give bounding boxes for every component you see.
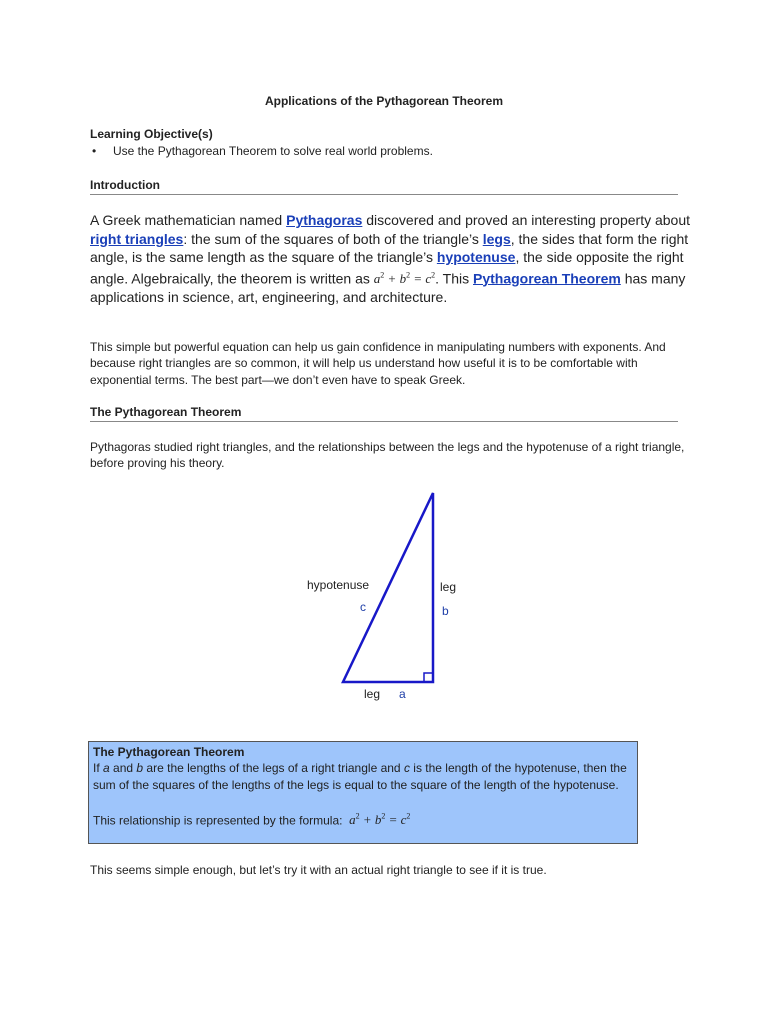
link-legs[interactable]: legs: [482, 230, 511, 247]
vertical-leg-variable: b: [442, 604, 449, 618]
horizontal-leg-label: leg: [364, 687, 381, 701]
objective-text: Use the Pythagorean Theorem to solve real world problems.: [113, 144, 433, 158]
theorem-section-paragraph: Pythagoras studied right triangles, and the relationships between the legs and the hypotenuse of a right triangle, before proving his theory.: [90, 440, 685, 471]
right-triangle-diagram: [300, 485, 470, 710]
intro-text: . This: [435, 269, 473, 286]
intro-text: discovered and proved an interesting property about: [362, 212, 691, 228]
intro-text: A Greek mathematician named: [90, 212, 287, 228]
theorem-callout-box: [88, 741, 638, 844]
intro-paragraph: [90, 211, 690, 307]
horizontal-leg-variable: a: [399, 687, 406, 701]
callout-body: If a and b are the lengths of the legs of a right triangle and c is the length of the hypotenuse, then the sum of the squares of the lengths of the legs is equal to the square of the length of the hypotenuse.: [93, 761, 627, 792]
page-title: Applications of the Pythagorean Theorem: [264, 94, 504, 108]
intro-text: , the sides that form the right angle, is the same length as the square of the triangle’s: [90, 230, 689, 265]
callout-formula: $a^2 + b^2 = c^2$: [349, 811, 411, 828]
intro-text: , the side opposite the right angle. Algebraically, the theorem is written as: [90, 249, 684, 286]
intro-text: : the sum of the squares of both of the triangle’s: [183, 230, 483, 247]
link-pythagorean-theorem[interactable]: Pythagorean Theorem: [473, 269, 621, 286]
formula-intro: This relationship is represented by the formula:: [93, 813, 343, 828]
link-hypotenuse[interactable]: hypotenuse: [436, 249, 516, 265]
outro-paragraph: This seems simple enough, but let’s try it with an actual right triangle to see if it is true.: [90, 863, 547, 877]
intro-formula: $a^2 + b^2 = c^2$: [373, 270, 436, 286]
intro-text: has many applications in science, art, engineering, and architecture.: [90, 269, 686, 306]
introduction-heading: Introduction: [90, 178, 678, 195]
learning-objectives-heading: Learning Objective(s): [90, 127, 213, 141]
hypotenuse-label: hypotenuse: [307, 578, 370, 592]
hypotenuse-variable: c: [360, 600, 366, 614]
link-pythagoras[interactable]: Pythagoras: [286, 212, 363, 228]
vertical-leg-label: leg: [440, 580, 457, 594]
intro-paragraph-2: This simple but powerful equation can help us gain confidence in manipulating numbers with exponents. And because right triangles are so common, it will help us understand how useful it is to be comfortable with exponential terms. The best part—we don’t even have to speak Greek.: [90, 340, 666, 387]
right-angle-marker: [424, 673, 433, 682]
callout-formula-line: [93, 809, 633, 829]
bullet-icon: •: [92, 144, 97, 158]
callout-title: The Pythagorean Theorem: [93, 745, 245, 759]
link-right-triangles[interactable]: right triangles: [90, 230, 184, 247]
theorem-section-heading: The Pythagorean Theorem: [90, 405, 678, 422]
